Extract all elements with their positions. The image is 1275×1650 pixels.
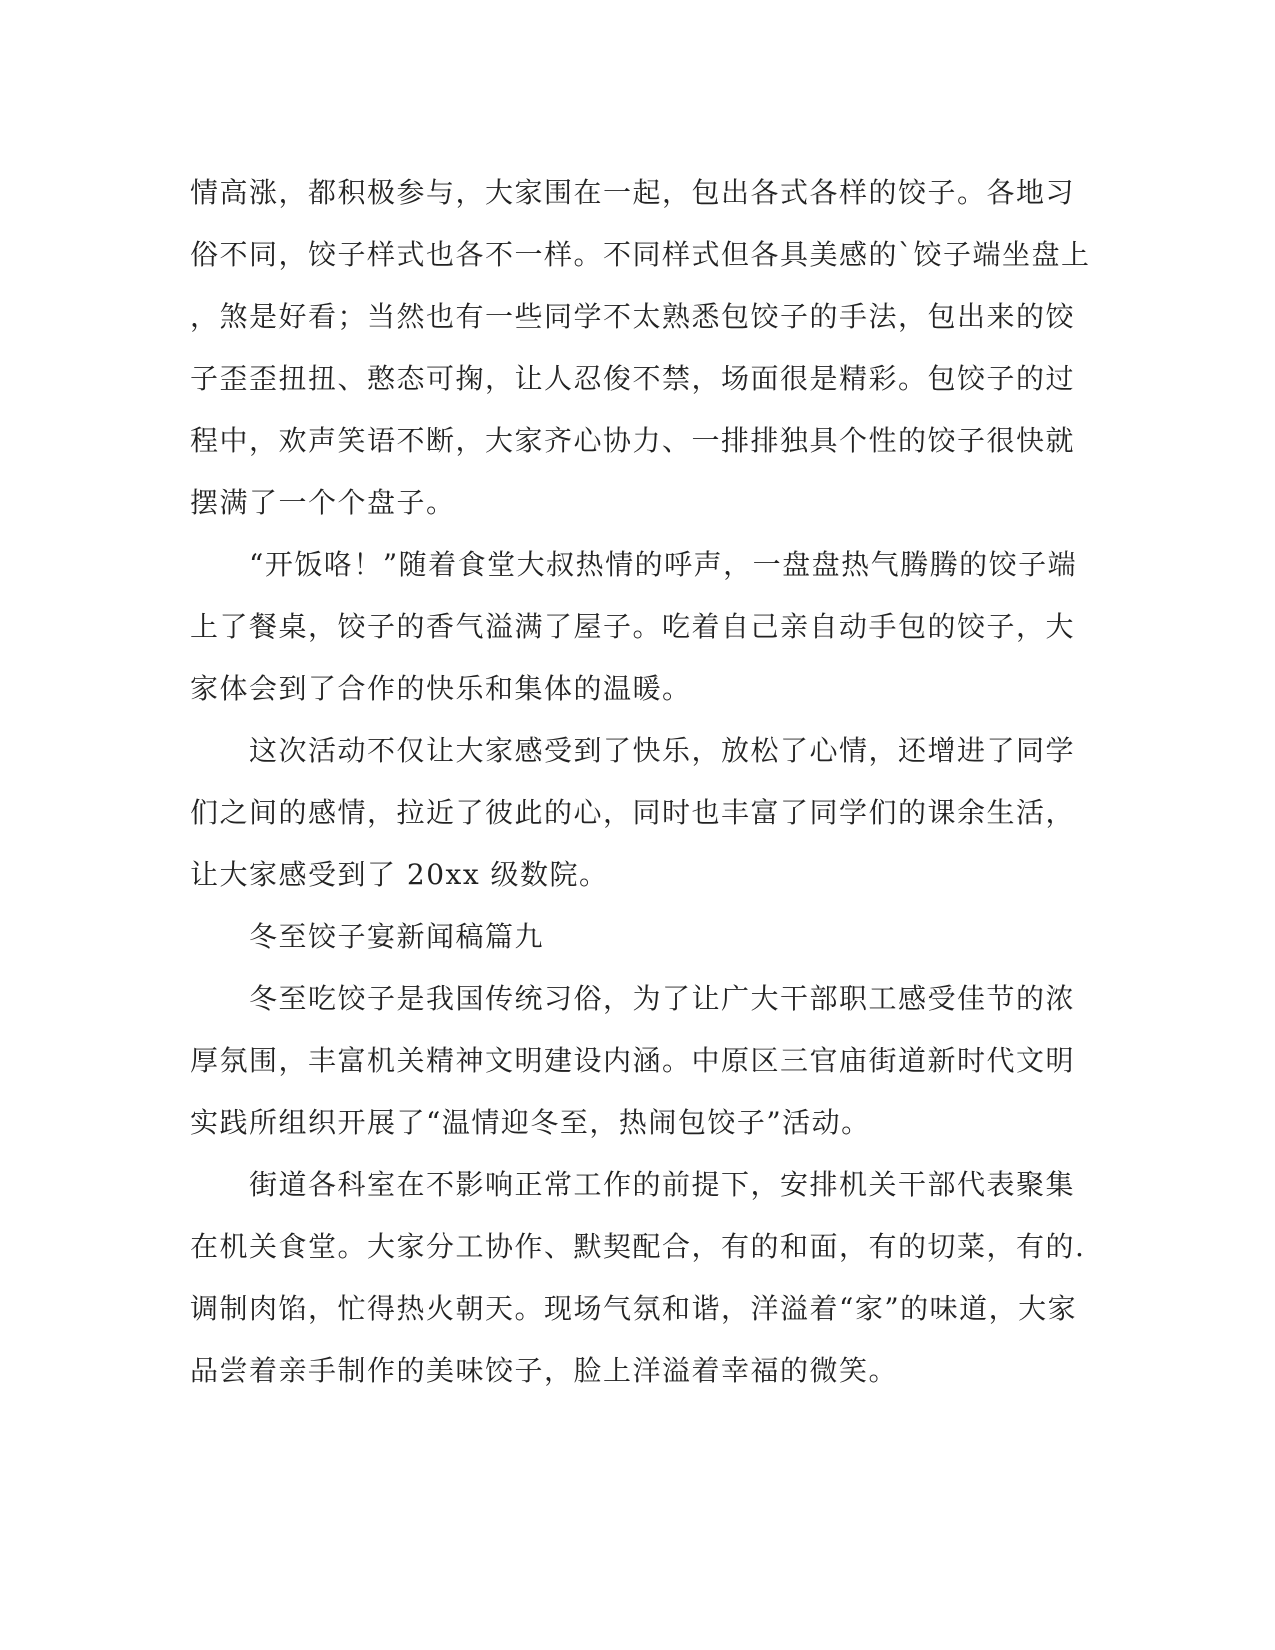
text-line: 子歪歪扭扭、憨态可掬，让人忍俊不禁，场面很是精彩。包饺子的过	[190, 362, 1076, 395]
section-heading: 冬至饺子宴新闻稿篇九	[190, 920, 545, 953]
text-line: 俗不同，饺子样式也各不一样。不同样式但各具美感的`饺子端坐盘上	[190, 238, 1091, 271]
body-text	[190, 162, 1090, 1402]
text-line: 摆满了一个个盘子。	[190, 486, 456, 519]
text-line: 街道各科室在不影响正常工作的前提下，安排机关干部代表聚集	[190, 1168, 1076, 1201]
text-line: 情高涨，都积极参与，大家围在一起，包出各式各样的饺子。各地习	[190, 176, 1076, 209]
text-line: 品尝着亲手制作的美味饺子，脸上洋溢着幸福的微笑。	[190, 1354, 899, 1387]
text-line: 厚氛围，丰富机关精神文明建设内涵。中原区三官庙街道新时代文明	[190, 1044, 1076, 1077]
text-line: 实践所组织开展了“温情迎冬至，热闹包饺子”活动。	[190, 1106, 871, 1139]
text-line: 在机关食堂。大家分工协作、默契配合，有的和面，有的切菜，有的.	[190, 1230, 1086, 1263]
text-line: 上了餐桌，饺子的香气溢满了屋子。吃着自己亲自动手包的饺子，大	[190, 610, 1076, 643]
text-line: 家体会到了合作的快乐和集体的温暖。	[190, 672, 692, 705]
text-line: 们之间的感情，拉近了彼此的心，同时也丰富了同学们的课余生活，	[190, 796, 1076, 829]
text-line: 这次活动不仅让大家感受到了快乐，放松了心情，还增进了同学	[190, 734, 1076, 767]
text-line: 调制肉馅，忙得热火朝天。现场气氛和谐，洋溢着“家”的味道，大家	[190, 1292, 1078, 1325]
text-line: 让大家感受到了 20xx 级数院。	[190, 858, 609, 891]
text-line: 冬至吃饺子是我国传统习俗，为了让广大干部职工感受佳节的浓	[190, 982, 1076, 1015]
text-line: ，煞是好看；当然也有一些同学不太熟悉包饺子的手法，包出来的饺	[190, 300, 1076, 333]
text-line: “开饭咯！”随着食堂大叔热情的呼声，一盘盘热气腾腾的饺子端	[190, 548, 1078, 581]
text-line: 程中，欢声笑语不断，大家齐心协力、一排排独具个性的饺子很快就	[190, 424, 1076, 457]
